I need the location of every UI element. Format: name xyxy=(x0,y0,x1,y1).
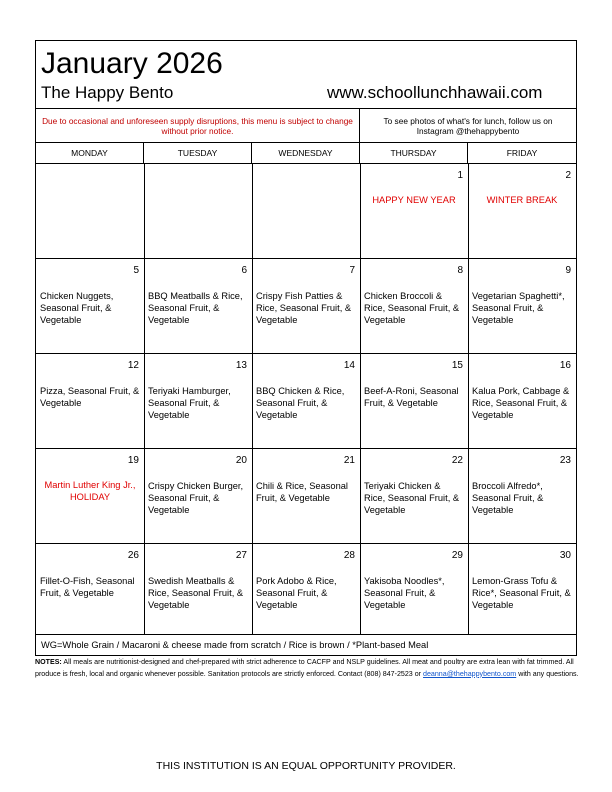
menu-item: Beef-A-Roni, Seasonal Fruit, & Vegetable xyxy=(364,386,459,408)
day-cell xyxy=(144,449,252,544)
holiday-label: HAPPY NEW YEAR xyxy=(372,195,456,205)
day-number: 27 xyxy=(235,550,247,561)
row-divider xyxy=(36,448,576,449)
menu-item: Teriyaki Hamburger, Seasonal Fruit, & Vegetable xyxy=(148,386,231,420)
notes-tail: with any questions. xyxy=(518,669,579,678)
menu-item: Fillet-O-Fish, Seasonal Fruit, & Vegetable xyxy=(40,576,135,598)
day-number: 13 xyxy=(235,360,247,371)
day-cell xyxy=(468,259,576,354)
day-cell xyxy=(36,449,144,544)
day-number: 2 xyxy=(565,170,571,181)
weekday-header-row xyxy=(36,142,576,164)
day-number: 14 xyxy=(343,360,355,371)
day-cell xyxy=(144,354,252,449)
menu-item: Kalua Pork, Cabbage & Rice, Seasonal Fruit, & Vegetable xyxy=(472,386,570,420)
supply-disclaimer: Due to occasional and unforeseen supply disruptions, this menu is subject to change without prior notice. xyxy=(36,109,360,143)
day-number: 15 xyxy=(451,360,463,371)
column-divider xyxy=(252,164,253,634)
weekday-thursday: THURSDAY xyxy=(360,143,468,163)
page-title: January 2026 xyxy=(41,47,223,80)
row-divider xyxy=(36,543,576,544)
day-cell xyxy=(360,449,468,544)
holiday-label: Martin Luther King Jr., HOLIDAY xyxy=(44,480,136,502)
day-cell xyxy=(36,259,144,354)
day-number: 1 xyxy=(457,170,463,181)
notice-row xyxy=(36,108,576,143)
company-name: The Happy Bento xyxy=(41,83,174,102)
menu-item: Teriyaki Chicken & Rice, Seasonal Fruit, & Vegetable xyxy=(364,481,460,515)
day-number: 20 xyxy=(235,455,247,466)
day-number: 26 xyxy=(127,550,139,561)
day-number: 7 xyxy=(349,265,355,276)
day-number: 30 xyxy=(559,550,571,561)
menu-item: Crispy Fish Patties & Rice, Seasonal Fruit, & Vegetable xyxy=(256,291,352,325)
menu-item: Lemon-Grass Tofu & Rice*, Seasonal Fruit, & Vegetable xyxy=(472,576,571,610)
menu-item: Broccoli Alfredo*, Seasonal Fruit, & Vegetable xyxy=(472,481,544,515)
instagram-notice: To see photos of what's for lunch, follow us on Instagram @thehappybento xyxy=(383,115,553,136)
menu-item: BBQ Meatballs & Rice, Seasonal Fruit, & Vegetable xyxy=(148,291,243,325)
legend: WG=Whole Grain / Macaroni & cheese made from scratch / Rice is brown / *Plant-based Meal xyxy=(36,634,576,655)
day-cell xyxy=(360,544,468,634)
day-number: 29 xyxy=(451,550,463,561)
day-cell xyxy=(360,354,468,449)
notes xyxy=(35,657,580,680)
weekday-tuesday: TUESDAY xyxy=(144,143,252,163)
menu-item: Pizza, Seasonal Fruit, & Vegetable xyxy=(40,386,140,408)
menu-item: Crispy Chicken Burger, Seasonal Fruit, & Vegetable xyxy=(148,481,244,515)
notes-label: NOTES: xyxy=(35,658,62,666)
day-cell xyxy=(144,259,252,354)
equal-opportunity-footer: THIS INSTITUTION IS AN EQUAL OPPORTUNITY PROVIDER. xyxy=(156,760,456,772)
contact-email-link[interactable]: deanna@thehappybento.com xyxy=(423,669,517,678)
row-divider xyxy=(36,353,576,354)
day-number: 28 xyxy=(343,550,355,561)
menu-item: Swedish Meatballs & Rice, Seasonal Fruit, & Vegetable xyxy=(148,576,244,610)
row-divider xyxy=(36,258,576,259)
day-cell xyxy=(252,354,360,449)
day-cell xyxy=(144,544,252,634)
weekday-monday: MONDAY xyxy=(36,143,144,163)
calendar-header xyxy=(36,41,576,108)
day-cell xyxy=(252,164,360,259)
day-cell xyxy=(252,544,360,634)
day-number: 23 xyxy=(559,455,571,466)
day-number: 5 xyxy=(133,265,139,276)
day-cell xyxy=(36,544,144,634)
day-cell xyxy=(360,164,468,259)
notes-body: All meals are nutritionist-designed and chef-prepared with strict adherence to CACFP and NSLP guidelines. All meat and poultry are extra lean with fat trimmed. All produce is fresh, local and organic whenever possible. Sanitation protocols are strictly enforced. Contact (808) 847-2523 or xyxy=(35,658,574,678)
menu-item: Pork Adobo & Rice, Seasonal Fruit, & Vegetable xyxy=(256,576,337,610)
day-number: 9 xyxy=(565,265,571,276)
day-number: 8 xyxy=(457,265,463,276)
day-cell xyxy=(468,449,576,544)
menu-calendar xyxy=(35,40,577,656)
holiday-label: WINTER BREAK xyxy=(486,195,558,205)
website-url: www.schoollunchhawaii.com xyxy=(327,83,543,102)
column-divider xyxy=(144,164,145,634)
day-number: 19 xyxy=(127,455,139,466)
day-cell xyxy=(144,164,252,259)
day-cell xyxy=(468,164,576,259)
day-number: 21 xyxy=(343,455,355,466)
day-number: 12 xyxy=(127,360,139,371)
day-cell xyxy=(468,354,576,449)
day-number: 6 xyxy=(241,265,247,276)
column-divider xyxy=(360,164,361,634)
column-divider xyxy=(468,164,469,634)
day-cell xyxy=(252,449,360,544)
day-number: 22 xyxy=(451,455,463,466)
menu-item: Yakisoba Noodles*, Seasonal Fruit, & Vegetable xyxy=(364,576,445,610)
day-cell xyxy=(36,354,144,449)
calendar-grid xyxy=(36,164,576,634)
menu-item: Chicken Broccoli & Rice, Seasonal Fruit, & Vegetable xyxy=(364,291,460,325)
menu-item: Vegetarian Spaghetti*, Seasonal Fruit, & Vegetable xyxy=(472,291,565,325)
day-cell xyxy=(36,164,144,259)
menu-item: Chicken Nuggets, Seasonal Fruit, & Vegetable xyxy=(40,291,114,325)
menu-item: BBQ Chicken & Rice, Seasonal Fruit, & Vegetable xyxy=(256,386,345,420)
weekday-friday: FRIDAY xyxy=(506,148,538,158)
day-cell xyxy=(252,259,360,354)
weekday-wednesday: WEDNESDAY xyxy=(252,143,360,163)
day-number: 16 xyxy=(559,360,571,371)
day-cell xyxy=(468,544,576,634)
menu-item: Chili & Rice, Seasonal Fruit, & Vegetable xyxy=(256,481,348,503)
day-cell xyxy=(360,259,468,354)
